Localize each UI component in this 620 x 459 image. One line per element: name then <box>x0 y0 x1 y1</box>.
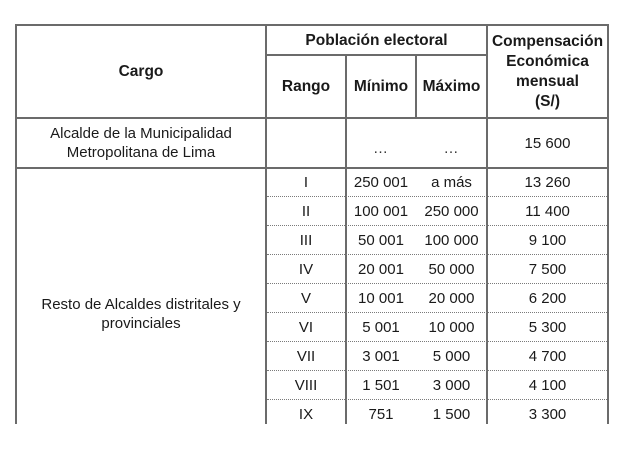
compensacion-value: 4 700 <box>528 348 567 365</box>
row-separator <box>267 370 607 371</box>
maximo-value: a más <box>431 174 472 191</box>
minimo-value: 10 001 <box>358 290 404 307</box>
header-compensacion-line: mensual <box>516 72 579 90</box>
compensacion-value: 4 100 <box>528 377 567 394</box>
header-poblacion-label: Población electoral <box>305 31 448 49</box>
header-compensacion-line: (S/) <box>535 92 560 110</box>
maximo-value: 20 000 <box>428 290 475 307</box>
table-border-right <box>607 24 609 424</box>
compensacion-cell <box>488 372 607 399</box>
lima-compensacion <box>488 119 607 167</box>
maximo-value: 250 000 <box>424 203 479 220</box>
rango-value: VI <box>298 319 314 336</box>
minimo-cell <box>347 256 415 283</box>
maximo-value: 50 000 <box>428 261 475 278</box>
minimo-value: 3 001 <box>362 348 400 365</box>
maximo-cell <box>417 343 486 370</box>
maximo-cell <box>417 314 486 341</box>
header-compensacion <box>488 26 607 117</box>
rango-cell <box>267 372 345 399</box>
row-separator <box>267 254 607 255</box>
maximo-value: 1 500 <box>432 406 471 423</box>
lima-cargo-line: Alcalde de la Municipalidad <box>50 125 232 142</box>
maximo-value: 3 000 <box>432 377 471 394</box>
compensacion-value: 7 500 <box>528 261 567 278</box>
maximo-cell <box>417 256 486 283</box>
compensacion-value: 9 100 <box>528 232 567 249</box>
lima-rango <box>267 119 345 167</box>
compensacion-cell <box>488 314 607 341</box>
minimo-value: 50 001 <box>358 232 404 249</box>
compensacion-value: 3 300 <box>528 406 567 423</box>
resto-cargo <box>17 169 265 459</box>
minimo-cell <box>347 198 415 225</box>
resto-cargo-line: Resto de Alcaldes distritales y <box>41 296 241 313</box>
rango-cell <box>267 227 345 254</box>
row-separator <box>267 225 607 226</box>
header-rango-label: Rango <box>281 78 331 95</box>
minimo-cell <box>347 343 415 370</box>
row-separator <box>267 283 607 284</box>
header-compensacion-line: Económica <box>506 52 589 70</box>
maximo-value: 10 000 <box>428 319 475 336</box>
compensacion-value: 5 300 <box>528 319 567 336</box>
rango-cell <box>267 256 345 283</box>
rango-value: V <box>300 290 311 307</box>
compensacion-cell <box>488 227 607 254</box>
maximo-cell <box>417 198 486 225</box>
maximo-cell <box>417 169 486 196</box>
rango-cell <box>267 401 345 428</box>
minimo-cell <box>347 314 415 341</box>
rango-cell <box>267 343 345 370</box>
resto-cargo-line: provinciales <box>101 315 181 332</box>
lima-minimo-value: … <box>373 139 389 157</box>
minimo-value: 5 001 <box>362 319 400 336</box>
maximo-cell <box>417 401 486 428</box>
compensacion-cell <box>488 401 607 428</box>
lima-maximo-value: … <box>443 139 460 157</box>
lima-cargo-line: Metropolitana de Lima <box>66 144 216 161</box>
rango-value: IV <box>298 261 314 278</box>
row-separator <box>267 196 607 197</box>
rango-value: I <box>303 174 309 191</box>
minimo-cell <box>347 401 415 428</box>
minimo-value: 20 001 <box>358 261 404 278</box>
header-minimo-label: Mínimo <box>353 78 409 95</box>
row-separator <box>267 341 607 342</box>
header-rango <box>267 56 345 117</box>
minimo-value: 100 001 <box>353 203 409 220</box>
maximo-value: 100 000 <box>424 232 479 249</box>
compensacion-cell <box>488 285 607 312</box>
maximo-cell <box>417 372 486 399</box>
rango-value: II <box>301 203 311 220</box>
rango-value: IX <box>298 406 314 423</box>
lima-compensacion-value: 15 600 <box>524 134 571 152</box>
header-maximo-label: Máximo <box>422 78 481 95</box>
rango-value: III <box>299 232 313 249</box>
minimo-cell <box>347 227 415 254</box>
rango-value: VIII <box>294 377 318 394</box>
minimo-cell <box>347 372 415 399</box>
lima-cargo <box>17 119 265 167</box>
maximo-cell <box>417 227 486 254</box>
compensacion-value: 11 400 <box>525 203 570 220</box>
header-compensacion-line: Compensación <box>491 32 604 50</box>
minimo-value: 751 <box>368 406 394 423</box>
lima-maximo <box>417 124 486 172</box>
compensacion-cell <box>488 343 607 370</box>
header-cargo-label: Cargo <box>118 63 164 80</box>
row-separator <box>267 312 607 313</box>
header-maximo <box>417 56 486 117</box>
compensacion-value: 6 200 <box>528 290 567 307</box>
rango-cell <box>267 198 345 225</box>
rango-cell <box>267 169 345 196</box>
minimo-cell <box>347 169 415 196</box>
compensacion-cell <box>488 169 607 196</box>
header-poblacion-electoral <box>267 26 486 54</box>
maximo-value: 5 000 <box>432 348 471 365</box>
minimo-value: 250 001 <box>353 174 409 191</box>
rango-cell <box>267 285 345 312</box>
minimo-value: 1 501 <box>362 377 400 394</box>
rango-value: VII <box>296 348 316 365</box>
compensacion-cell <box>488 198 607 225</box>
row-separator <box>267 399 607 400</box>
compensacion-cell <box>488 256 607 283</box>
minimo-cell <box>347 285 415 312</box>
rango-cell <box>267 314 345 341</box>
header-cargo <box>17 26 265 117</box>
compensacion-value: 13 260 <box>524 174 571 191</box>
lima-minimo <box>347 124 415 172</box>
maximo-cell <box>417 285 486 312</box>
header-minimo <box>347 56 415 117</box>
